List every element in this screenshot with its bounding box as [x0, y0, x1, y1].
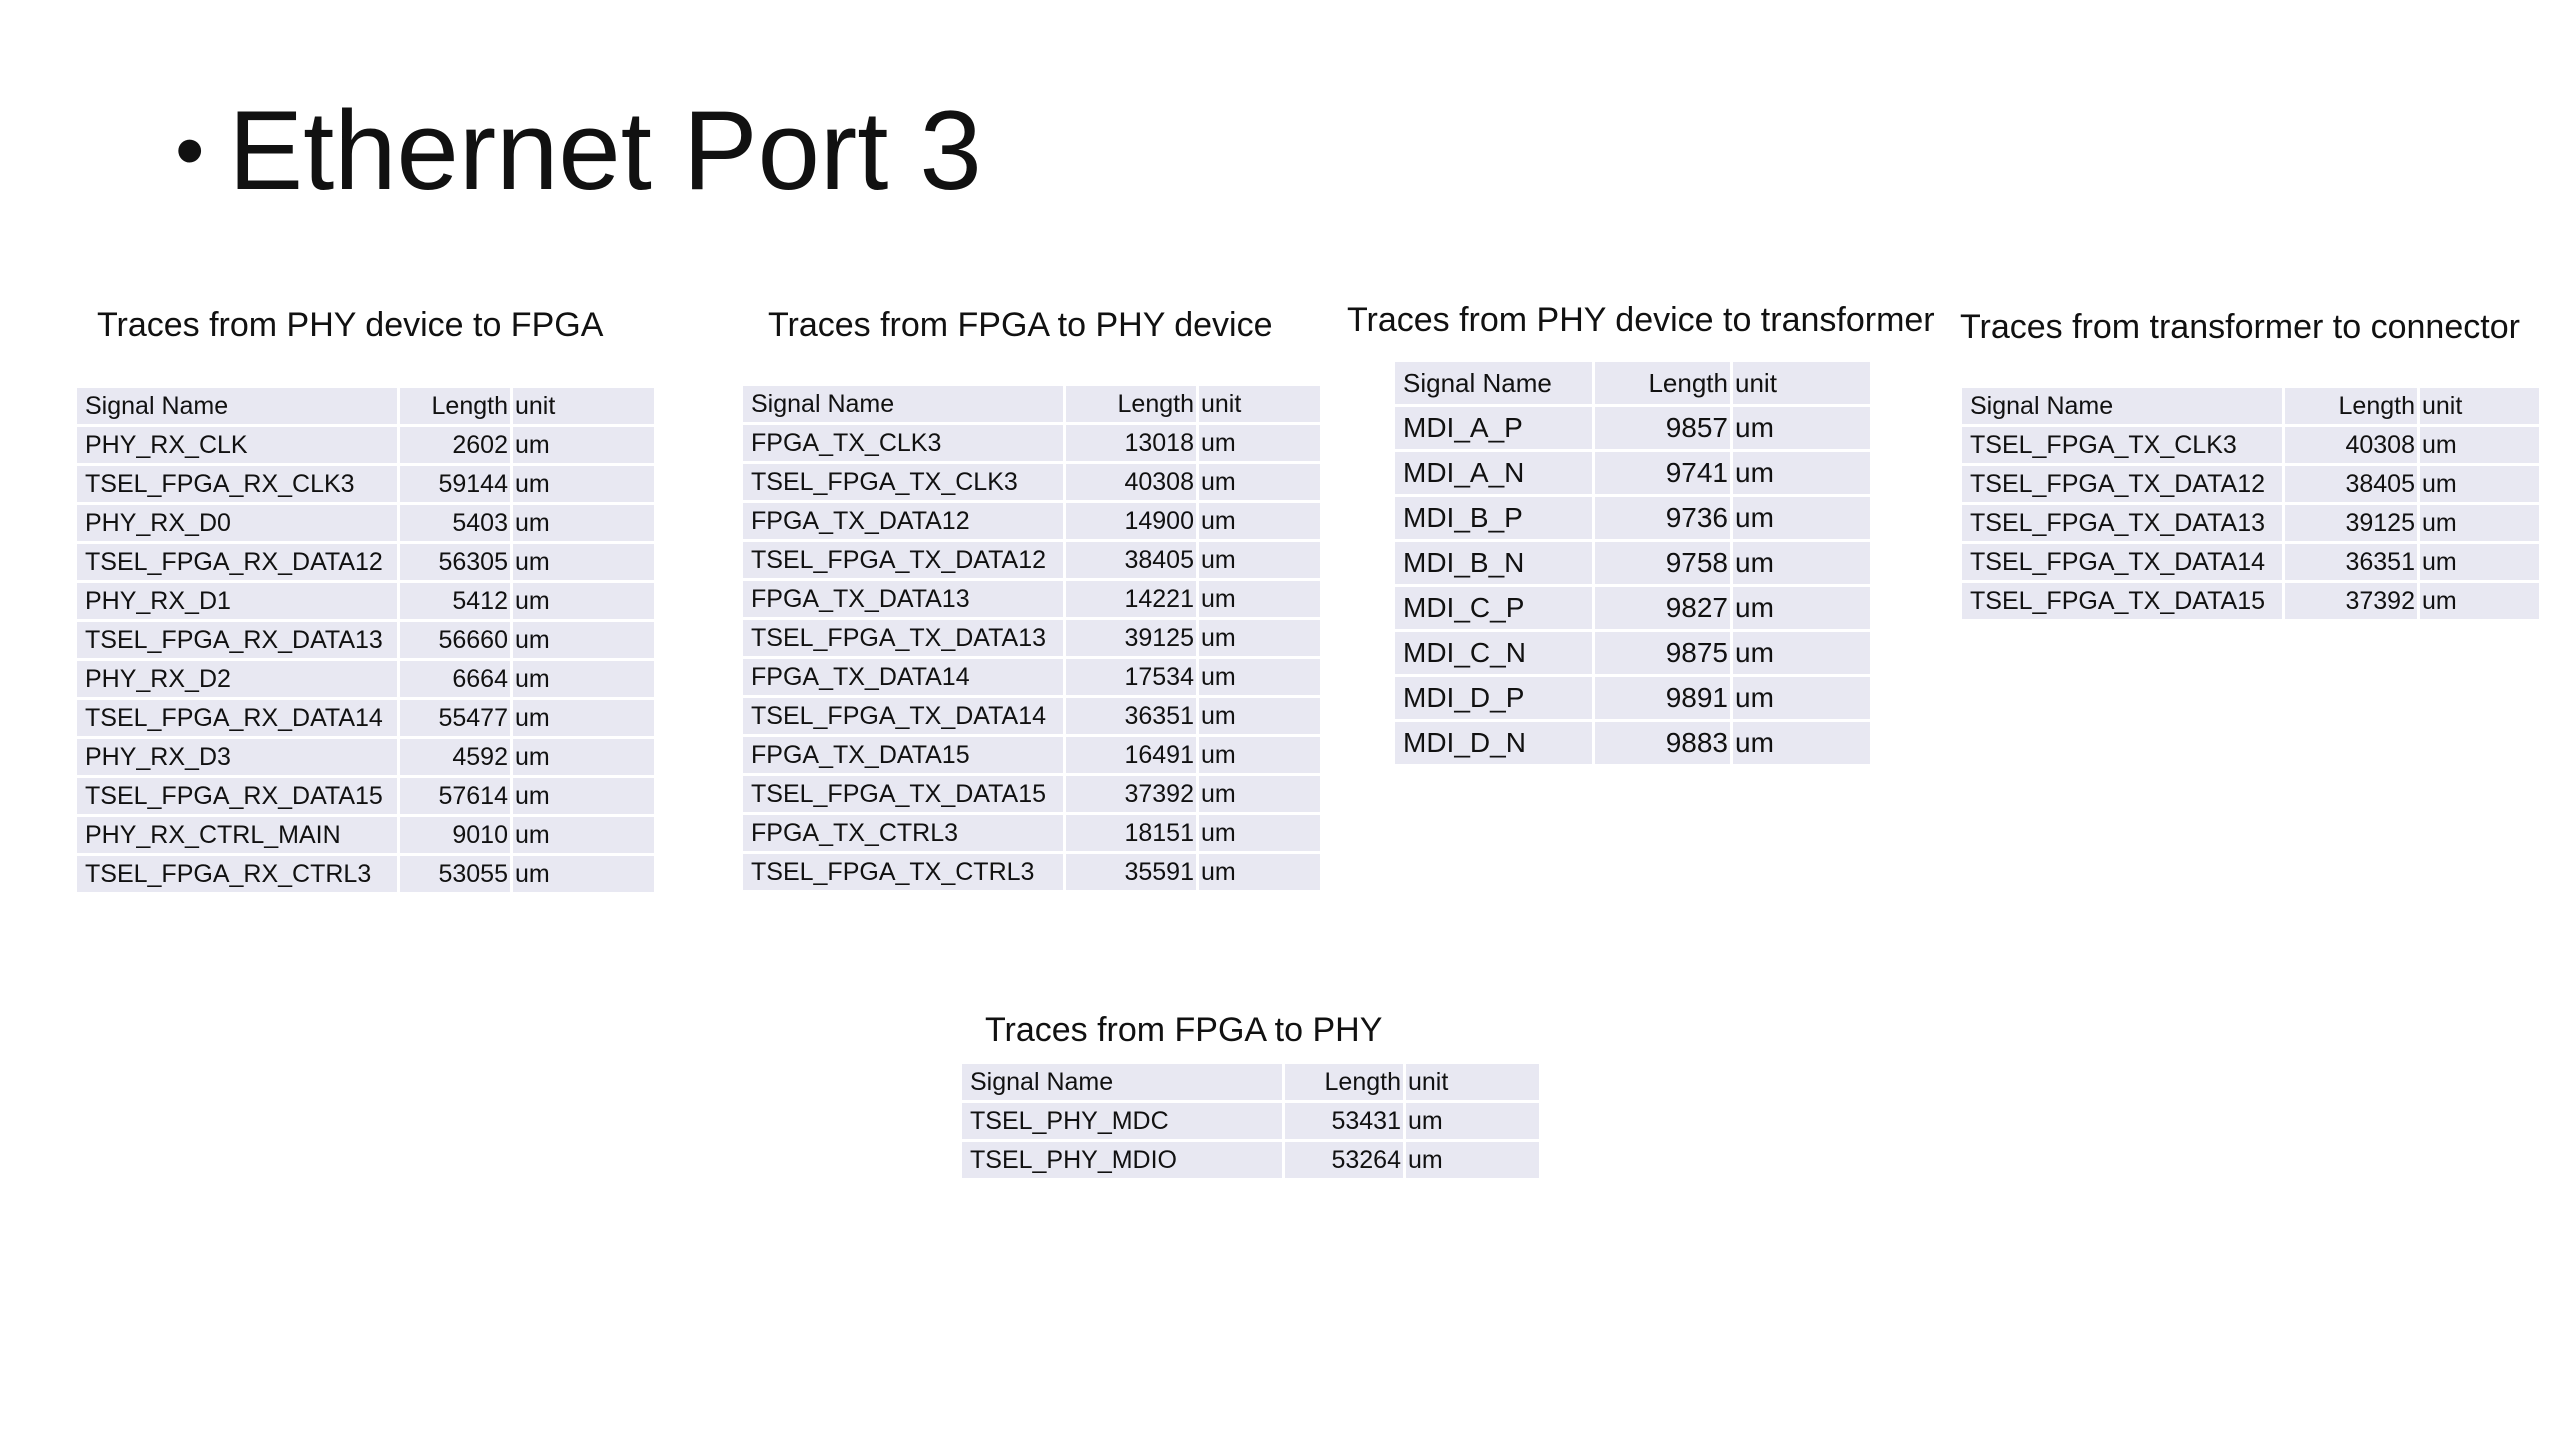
table-row [962, 1103, 1542, 1142]
unit-cell: unit [2420, 388, 2542, 427]
length-cell: 55477 [400, 700, 513, 739]
length-cell: 9736 [1595, 497, 1733, 542]
table-row [77, 505, 657, 544]
unit-cell: um [1199, 425, 1323, 464]
signal-name-cell: PHY_RX_D2 [77, 661, 400, 700]
unit-cell: um [1199, 854, 1323, 893]
signal-name-cell: TSEL_PHY_MDIO [962, 1142, 1285, 1181]
length-cell: 9741 [1595, 452, 1733, 497]
signal-name-cell: MDI_A_N [1395, 452, 1595, 497]
unit-cell: um [513, 466, 657, 505]
signal-name-cell: TSEL_FPGA_TX_DATA14 [743, 698, 1066, 737]
unit-cell: um [513, 700, 657, 739]
length-cell: 40308 [2285, 427, 2420, 466]
unit-cell: um [1199, 776, 1323, 815]
unit-cell: um [513, 661, 657, 700]
table-transformer-to-connector [1962, 388, 2542, 622]
length-cell: 4592 [400, 739, 513, 778]
unit-cell: um [2420, 466, 2542, 505]
length-cell: 36351 [2285, 544, 2420, 583]
signal-name-cell: TSEL_FPGA_RX_DATA12 [77, 544, 400, 583]
unit-cell: um [513, 505, 657, 544]
signal-name-cell: FPGA_TX_DATA12 [743, 503, 1066, 542]
table-row [1395, 497, 1873, 542]
table-row [77, 817, 657, 856]
unit-cell: um [1733, 722, 1873, 767]
signal-name-cell: FPGA_TX_DATA13 [743, 581, 1066, 620]
unit-cell: um [1199, 542, 1323, 581]
signal-name-cell: MDI_B_N [1395, 542, 1595, 587]
signal-name-cell: TSEL_FPGA_RX_DATA15 [77, 778, 400, 817]
length-cell: 40308 [1066, 464, 1199, 503]
length-cell: 57614 [400, 778, 513, 817]
table-header-row [77, 388, 657, 427]
table-row [743, 503, 1323, 542]
table-row [743, 425, 1323, 464]
slide-title-text: Ethernet Port 3 [228, 88, 982, 213]
length-cell: 53264 [1285, 1142, 1406, 1181]
unit-cell: um [513, 622, 657, 661]
table-row [77, 544, 657, 583]
table-row [77, 466, 657, 505]
signal-name-cell: FPGA_TX_CLK3 [743, 425, 1066, 464]
table-row [77, 856, 657, 895]
table-fpga-to-phy-device [743, 386, 1323, 893]
table-header-row [1395, 362, 1873, 407]
signal-name-cell: FPGA_TX_DATA14 [743, 659, 1066, 698]
table-row [1962, 583, 2542, 622]
length-cell: Length [1285, 1064, 1406, 1103]
signal-name-cell: MDI_C_N [1395, 632, 1595, 677]
unit-cell: um [513, 739, 657, 778]
length-cell: 35591 [1066, 854, 1199, 893]
length-cell: 2602 [400, 427, 513, 466]
signal-name-cell: MDI_B_P [1395, 497, 1595, 542]
unit-cell: um [2420, 583, 2542, 622]
signal-name-cell: MDI_D_P [1395, 677, 1595, 722]
signal-name-cell: TSEL_FPGA_TX_DATA13 [1962, 505, 2285, 544]
signal-name-cell: FPGA_TX_DATA15 [743, 737, 1066, 776]
table-row [1395, 677, 1873, 722]
signal-name-cell: TSEL_FPGA_TX_DATA12 [1962, 466, 2285, 505]
table-phy-to-transformer [1395, 362, 1873, 767]
length-cell: 59144 [400, 466, 513, 505]
length-cell: 37392 [1066, 776, 1199, 815]
unit-cell: unit [513, 388, 657, 427]
unit-cell: um [1733, 587, 1873, 632]
length-cell: 5412 [400, 583, 513, 622]
length-cell: 14900 [1066, 503, 1199, 542]
unit-cell: um [2420, 427, 2542, 466]
length-cell: 17534 [1066, 659, 1199, 698]
table-row [1962, 466, 2542, 505]
length-cell: 9827 [1595, 587, 1733, 632]
signal-name-cell: TSEL_FPGA_TX_DATA15 [743, 776, 1066, 815]
length-cell: 16491 [1066, 737, 1199, 776]
table-row [1395, 632, 1873, 677]
table-header-row [1962, 388, 2542, 427]
signal-name-cell: TSEL_FPGA_TX_DATA15 [1962, 583, 2285, 622]
length-cell: 5403 [400, 505, 513, 544]
signal-name-cell: PHY_RX_CLK [77, 427, 400, 466]
length-cell: 9010 [400, 817, 513, 856]
signal-name-cell: PHY_RX_D1 [77, 583, 400, 622]
signal-name-cell: TSEL_FPGA_TX_DATA14 [1962, 544, 2285, 583]
table-row [743, 737, 1323, 776]
table-row [743, 659, 1323, 698]
table-row [1395, 452, 1873, 497]
length-cell: 6664 [400, 661, 513, 700]
table-row [77, 661, 657, 700]
table-row [1395, 722, 1873, 767]
table-row [77, 622, 657, 661]
unit-cell: um [1406, 1103, 1542, 1142]
unit-cell: um [513, 583, 657, 622]
length-cell: 53055 [400, 856, 513, 895]
unit-cell: um [2420, 505, 2542, 544]
section-title-phy-to-fpga: Traces from PHY device to FPGA [97, 306, 604, 344]
table-row [77, 700, 657, 739]
table-row [77, 427, 657, 466]
unit-cell: um [1199, 659, 1323, 698]
unit-cell: um [2420, 544, 2542, 583]
length-cell: Length [1595, 362, 1733, 407]
table-row [743, 854, 1323, 893]
section-title-transformer-to-connector: Traces from transformer to connector [1960, 308, 2520, 346]
table-body [962, 1064, 1542, 1181]
table-row [1395, 542, 1873, 587]
signal-name-cell: Signal Name [77, 388, 400, 427]
signal-name-cell: PHY_RX_CTRL_MAIN [77, 817, 400, 856]
unit-cell: um [1733, 632, 1873, 677]
table-row [1962, 427, 2542, 466]
bullet-icon: • [175, 103, 205, 197]
table-header-row [962, 1064, 1542, 1103]
table-body [1962, 388, 2542, 622]
length-cell: 18151 [1066, 815, 1199, 854]
length-cell: 36351 [1066, 698, 1199, 737]
section-title-phy-to-transformer: Traces from PHY device to transformer [1347, 301, 1935, 339]
unit-cell: um [1733, 677, 1873, 722]
length-cell: 53431 [1285, 1103, 1406, 1142]
table-row [743, 464, 1323, 503]
table-row [743, 620, 1323, 659]
signal-name-cell: TSEL_FPGA_TX_CTRL3 [743, 854, 1066, 893]
length-cell: 39125 [1066, 620, 1199, 659]
length-cell: 13018 [1066, 425, 1199, 464]
unit-cell: um [513, 817, 657, 856]
length-cell: Length [1066, 386, 1199, 425]
length-cell: 56305 [400, 544, 513, 583]
table-row [743, 698, 1323, 737]
table-body [743, 386, 1323, 893]
table-row [1395, 587, 1873, 632]
signal-name-cell: Signal Name [962, 1064, 1285, 1103]
section-title-fpga-to-phy: Traces from FPGA to PHY [985, 1011, 1383, 1049]
unit-cell: unit [1199, 386, 1323, 425]
slide-title [175, 80, 982, 221]
signal-name-cell: MDI_A_P [1395, 407, 1595, 452]
signal-name-cell: TSEL_PHY_MDC [962, 1103, 1285, 1142]
unit-cell: um [513, 544, 657, 583]
unit-cell: um [1199, 737, 1323, 776]
table-row [743, 815, 1323, 854]
table-row [1962, 544, 2542, 583]
section-title-fpga-to-phy-device: Traces from FPGA to PHY device [768, 306, 1273, 344]
table-row [77, 739, 657, 778]
table-row [77, 778, 657, 817]
length-cell: 38405 [2285, 466, 2420, 505]
signal-name-cell: TSEL_FPGA_RX_DATA14 [77, 700, 400, 739]
table-row [743, 581, 1323, 620]
unit-cell: um [1199, 503, 1323, 542]
table-row [962, 1142, 1542, 1181]
unit-cell: um [1199, 815, 1323, 854]
unit-cell: um [1733, 542, 1873, 587]
signal-name-cell: MDI_D_N [1395, 722, 1595, 767]
signal-name-cell: Signal Name [1395, 362, 1595, 407]
signal-name-cell: MDI_C_P [1395, 587, 1595, 632]
length-cell: 9857 [1595, 407, 1733, 452]
signal-name-cell: PHY_RX_D3 [77, 739, 400, 778]
table-body [1395, 362, 1873, 767]
unit-cell: um [513, 427, 657, 466]
table-row [743, 542, 1323, 581]
length-cell: 9875 [1595, 632, 1733, 677]
length-cell: 38405 [1066, 542, 1199, 581]
signal-name-cell: TSEL_FPGA_RX_CLK3 [77, 466, 400, 505]
signal-name-cell: TSEL_FPGA_TX_DATA12 [743, 542, 1066, 581]
table-phy-to-fpga [77, 388, 657, 895]
table-fpga-to-phy [962, 1064, 1542, 1181]
signal-name-cell: Signal Name [743, 386, 1066, 425]
table-row [77, 583, 657, 622]
unit-cell: um [1733, 497, 1873, 542]
signal-name-cell: TSEL_FPGA_TX_DATA13 [743, 620, 1066, 659]
unit-cell: um [513, 778, 657, 817]
table-row [1962, 505, 2542, 544]
length-cell: 39125 [2285, 505, 2420, 544]
signal-name-cell: PHY_RX_D0 [77, 505, 400, 544]
unit-cell: um [513, 856, 657, 895]
length-cell: 9883 [1595, 722, 1733, 767]
unit-cell: um [1199, 464, 1323, 503]
length-cell: Length [2285, 388, 2420, 427]
table-body [77, 388, 657, 895]
unit-cell: um [1199, 581, 1323, 620]
unit-cell: unit [1406, 1064, 1542, 1103]
length-cell: 14221 [1066, 581, 1199, 620]
signal-name-cell: Signal Name [1962, 388, 2285, 427]
signal-name-cell: TSEL_FPGA_TX_CLK3 [743, 464, 1066, 503]
signal-name-cell: TSEL_FPGA_TX_CLK3 [1962, 427, 2285, 466]
signal-name-cell: TSEL_FPGA_RX_CTRL3 [77, 856, 400, 895]
unit-cell: um [1199, 698, 1323, 737]
length-cell: 56660 [400, 622, 513, 661]
unit-cell: unit [1733, 362, 1873, 407]
unit-cell: um [1733, 452, 1873, 497]
length-cell: 9891 [1595, 677, 1733, 722]
table-header-row [743, 386, 1323, 425]
signal-name-cell: TSEL_FPGA_RX_DATA13 [77, 622, 400, 661]
unit-cell: um [1733, 407, 1873, 452]
length-cell: 37392 [2285, 583, 2420, 622]
table-row [1395, 407, 1873, 452]
table-row [743, 776, 1323, 815]
unit-cell: um [1199, 620, 1323, 659]
length-cell: Length [400, 388, 513, 427]
signal-name-cell: FPGA_TX_CTRL3 [743, 815, 1066, 854]
unit-cell: um [1406, 1142, 1542, 1181]
length-cell: 9758 [1595, 542, 1733, 587]
